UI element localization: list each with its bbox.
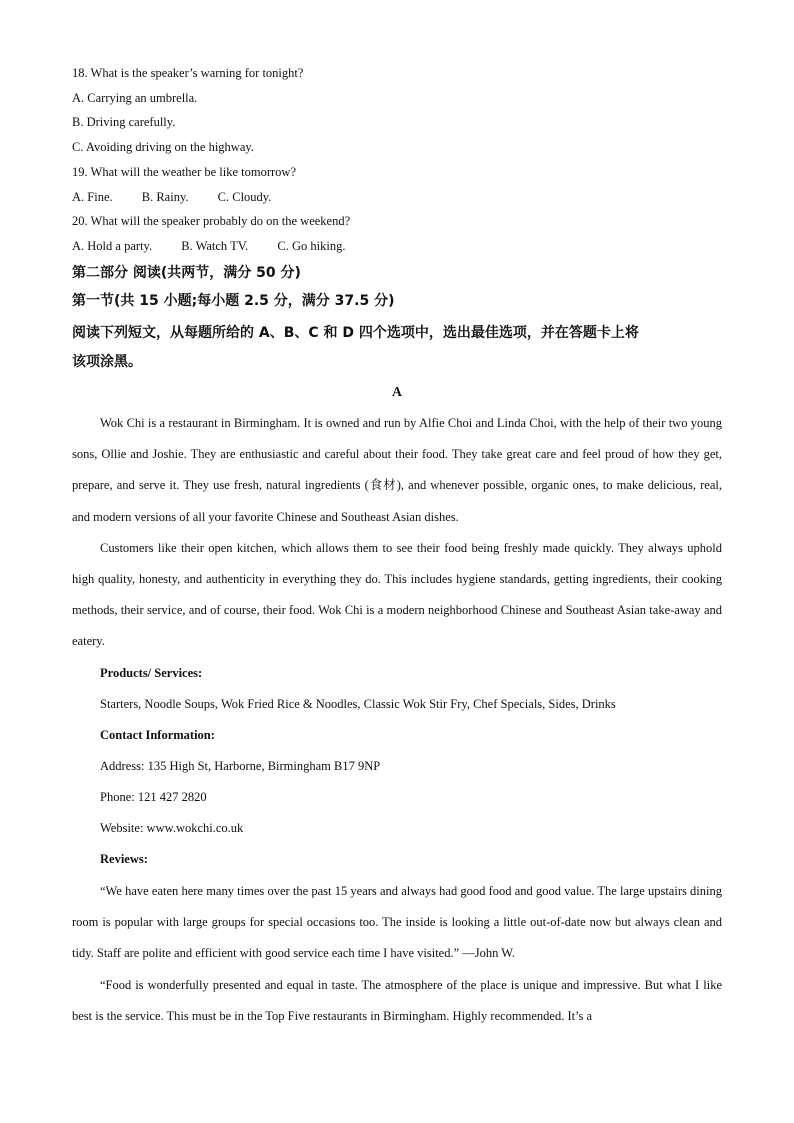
contact-heading: Contact Information:	[100, 728, 215, 742]
contact-website: Website: www.wokchi.co.uk	[100, 821, 244, 835]
section-heading-part2: 第二部分 阅读(共两节，满分 50 分)	[72, 265, 301, 281]
question-20-option-c: C. Go hiking.	[277, 239, 346, 253]
passage-title: A	[392, 384, 402, 399]
paragraph-2: Customers like their open kitchen, which allows them to see their food being freshly made quickly. They always uphold high quality, honesty, and authenticity in everything they do. This includes hygiene standards, getting ingredients, their cooking methods, their service, and of course, their food. Wok Chi is a modern neighborhood Chinese and Southeast Asian take-away and eatery.	[72, 540, 722, 649]
question-19-stem: 19. What will the weather be like tomorrow?	[72, 165, 297, 179]
section-heading-part2-1: 第一节(共 15 小题;每小题 2.5 分，满分 37.5 分)	[72, 293, 395, 309]
reviews-heading: Reviews:	[100, 852, 148, 866]
question-20-stem: 20. What will the speaker probably do on the weekend?	[72, 214, 351, 228]
question-18-stem: 18. What is the speaker’s warning for tonight?	[72, 66, 304, 80]
question-18-option-a: A. Carrying an umbrella.	[72, 91, 198, 105]
question-19-option-c: C. Cloudy.	[217, 190, 272, 204]
review-1: “We have eaten here many times over the past 15 years and always had good food and good value. The large upstairs dining room is popular with large groups for special occasions too. The inside is looking a little out-of-date now but always clean and tidy. Staff are polite and efficient with good service each time I have visited.” —John W.	[72, 884, 722, 961]
question-20-option-a: A. Hold a party.	[72, 239, 153, 253]
review-2: “Food is wonderfully presented and equal in taste. The atmosphere of the place is unique and impressive. But what I like best is the service. This must be in the Top Five restaurants in Birmingham. Highly recommended. It’s a	[72, 977, 722, 1023]
reviews-body	[72, 876, 722, 1032]
passage-body-intro	[72, 408, 722, 658]
question-19-option-a: A. Fine.	[72, 190, 113, 204]
products-list: Starters, Noodle Soups, Wok Fried Rice & Noodles, Classic Wok Stir Fry, Chef Specials, Sides, Drinks	[100, 697, 616, 711]
question-19-options	[72, 189, 297, 205]
question-20-option-b: B. Watch TV.	[181, 239, 249, 253]
products-heading: Products/ Services:	[100, 666, 203, 680]
contact-phone: Phone: 121 427 2820	[100, 790, 207, 804]
contact-address: Address: 135 High St, Harborne, Birmingham B17 9NP	[100, 759, 381, 773]
paragraph-1: Wok Chi is a restaurant in Birmingham. It is owned and run by Alfie Choi and Linda Choi, with the help of their two young sons, Ollie and Joshie. They are enthusiastic and careful about their food. They take great care and feel proud of how they get, prepare, and serve it. They use fresh, natural ingredients (食材), and whenever possible, organic ones, to make delicious, real, and modern versions of all your favorite Chinese and Southeast Asian dishes.	[72, 416, 722, 524]
question-18-option-c: C. Avoiding driving on the highway.	[72, 140, 254, 154]
question-20-options	[72, 238, 371, 254]
instruction-line-2: 该项涂黑。	[72, 354, 142, 370]
question-18-option-b: B. Driving carefully.	[72, 115, 176, 129]
instruction-line-1: 阅读下列短文，从每题所给的 A、B、C 和 D 四个选项中，选出最佳选项，并在答题卡上将	[72, 325, 639, 341]
question-19-option-b: B. Rainy.	[141, 190, 189, 204]
